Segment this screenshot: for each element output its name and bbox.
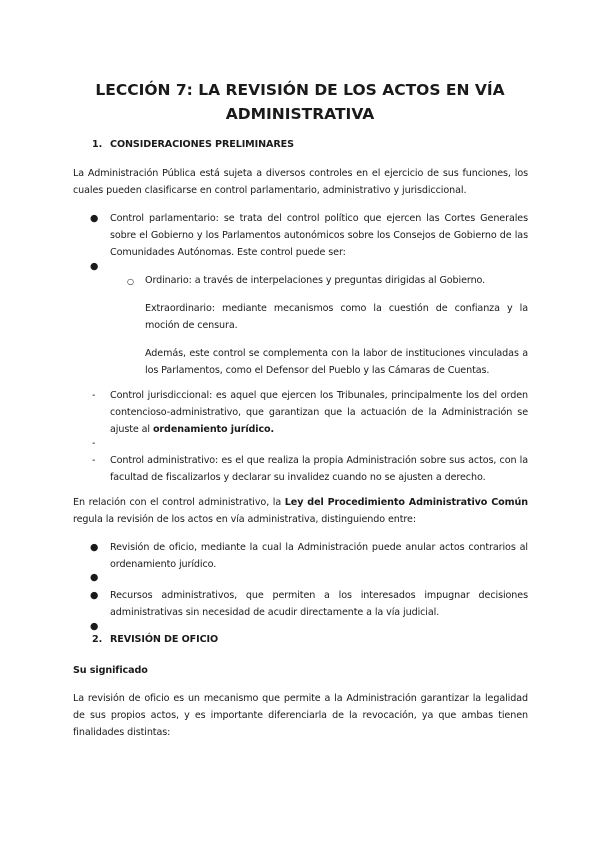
administrative-control-item: Control administrativo: es el que realiza la propia Administración sobre sus actos, con la facultad de fiscalizarlos y declarar su invalidez cuando no se ajusten a derecho. xyxy=(110,455,528,483)
bullet-marker: ● xyxy=(90,590,99,601)
section-2-heading xyxy=(92,634,218,645)
bullet-marker: ● xyxy=(90,213,99,224)
lesson-title: LECCIÓN 7: LA REVISIÓN DE LOS ACTOS EN VÍA ADMINISTRATIVA xyxy=(95,81,505,123)
review-item: Revisión de oficio, mediante la cual la Administración puede anular actos contrarios al ordenamiento jurídico. xyxy=(110,542,528,570)
section-1-number: 1. xyxy=(92,139,103,150)
relation-law-bold: Ley del Procedimiento Administrativo Común xyxy=(284,497,529,508)
circle-marker: ○ xyxy=(127,277,134,286)
empty-bullet-marker: ● xyxy=(90,572,99,583)
dash-marker: - xyxy=(92,390,96,401)
empty-bullet-marker: ● xyxy=(90,621,99,632)
empty-dash-marker: - xyxy=(92,438,96,449)
dash-marker: - xyxy=(92,455,96,466)
section-2-number: 2. xyxy=(92,634,103,645)
empty-bullet-marker: ● xyxy=(90,261,99,272)
ordinary-control-item: Ordinario: a través de interpelaciones y preguntas dirigidas al Gobierno. xyxy=(145,275,486,286)
relation-text-a: En relación con el control administrativo, la xyxy=(73,497,285,508)
judicial-control-bold: ordenamiento jurídico. xyxy=(152,424,275,435)
relation-text-b: regula la revisión de los actos en vía administrativa, distinguiendo entre: xyxy=(73,514,416,525)
intro-paragraph: La Administración Pública está sujeta a diversos controles en el ejercicio de sus funciones, los cuales pueden clasificarse en control parlamentario, administrativo y jurisdiccional. xyxy=(73,168,528,196)
appeals-item: Recursos administrativos, que permiten a los interesados impugnar decisiones administrativas sin necesidad de acudir directamente a la vía judicial. xyxy=(110,590,528,618)
complement-paragraph: Además, este control se complementa con la labor de instituciones vinculadas a los Parlamentos, como el Defensor del Pueblo y las Cámaras de Cuentas. xyxy=(145,348,528,376)
section-1-title: CONSIDERACIONES PRELIMINARES xyxy=(110,139,294,150)
judicial-control-item xyxy=(110,387,528,438)
extraordinary-control-item: Extraordinario: mediante mecanismos como la cuestión de confianza y la moción de censura. xyxy=(145,303,528,331)
parliamentary-control-item: Control parlamentario: se trata del control político que ejercen las Cortes Generales sobre el Gobierno y los Parlamentos autonómicos sobre los Consejos de Gobierno de las Comunidades Autónomas. Este control puede ser: xyxy=(110,213,528,258)
judicial-control-text: Control jurisdiccional: es aquel que ejercen los Tribunales, principalmente los del orden contencioso-administrativo, que garantizan que la actuación de la Administración se ajuste al xyxy=(110,390,528,435)
section-1-heading xyxy=(92,139,294,150)
section-2-title: REVISIÓN DE OFICIO xyxy=(110,634,219,645)
subheading-significado: Su significado xyxy=(73,665,148,676)
bullet-marker: ● xyxy=(90,542,99,553)
relation-paragraph xyxy=(73,494,528,528)
significado-paragraph: La revisión de oficio es un mecanismo que permite a la Administración garantizar la legalidad de sus propios actos, y es importante diferenciarla de la revocación, ya que ambas tienen finalidades distintas: xyxy=(73,693,528,738)
